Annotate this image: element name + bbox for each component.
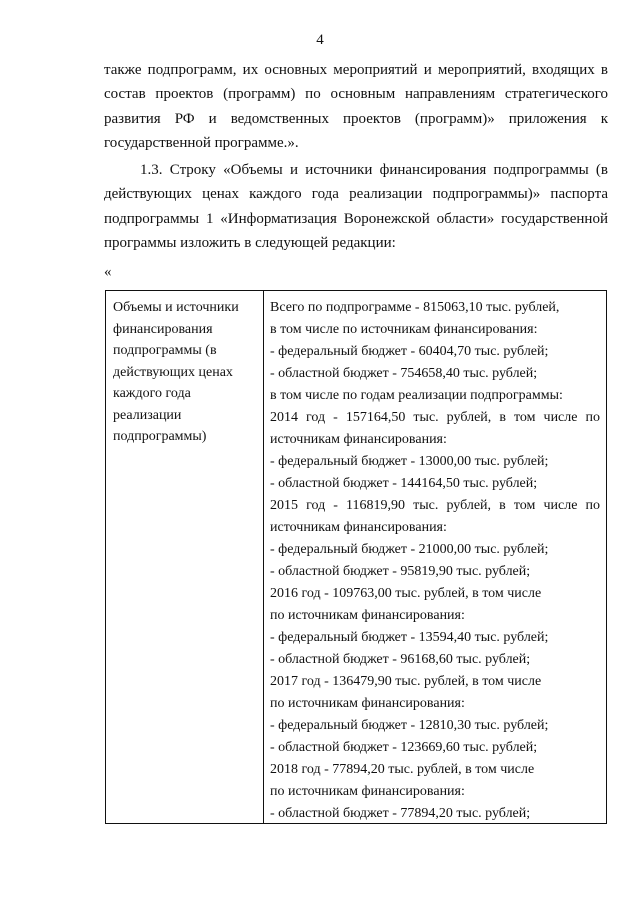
value-line: - областной бюджет - 96168,60 тыс. рублей;	[270, 652, 531, 667]
value-line: - федеральный бюджет - 12810,30 тыс. рублей;	[270, 718, 549, 733]
value-line: 2016 год - 109763,00 тыс. рублей, в том числе	[270, 586, 542, 601]
value-line: в том числе по источникам финансирования:	[270, 322, 538, 337]
text-line: действующих ценах каждого года реализации подпрограммы)» паспорта	[104, 186, 608, 203]
value-line: источникам финансирования:	[270, 520, 447, 535]
intro-paragraph	[104, 58, 608, 156]
table-value-cell	[264, 291, 606, 823]
opening-quote: «	[104, 264, 112, 280]
value-line: 2014 год - 157164,50 тыс. рублей, в том числе по	[270, 410, 600, 425]
text-line: 1.3. Строку «Объемы и источники финансирования подпрограммы (в	[140, 162, 608, 178]
value-line: в том числе по годам реализации подпрограммы:	[270, 388, 563, 403]
text-line: государственной программе.».	[104, 135, 299, 152]
value-line: 2017 год - 136479,90 тыс. рублей, в том числе	[270, 674, 542, 689]
text-line: также подпрограмм, их основных мероприятий и мероприятий, входящих в	[104, 62, 608, 78]
label-line: реализации	[113, 407, 182, 423]
table-label-cell	[106, 291, 264, 823]
value-line: - областной бюджет - 123669,60 тыс. рублей;	[270, 740, 538, 755]
value-line: 2018 год - 77894,20 тыс. рублей, в том числе	[270, 762, 535, 777]
value-line: - федеральный бюджет - 21000,00 тыс. рублей;	[270, 542, 549, 557]
value-line: - федеральный бюджет - 13000,00 тыс. рублей;	[270, 454, 549, 469]
label-line: финансирования	[113, 321, 213, 337]
financing-table	[105, 290, 607, 824]
value-line: - федеральный бюджет - 13594,40 тыс. рублей;	[270, 630, 549, 645]
text-line: программы изложить в следующей редакции:	[104, 235, 396, 252]
text-line: состав проектов (программ) по основным направлениям стратегического	[104, 86, 608, 103]
value-line: - областной бюджет - 77894,20 тыс. рублей;	[270, 806, 531, 821]
label-line: подпрограммы)	[113, 429, 207, 444]
value-line: - областной бюджет - 144164,50 тыс. рублей;	[270, 476, 538, 491]
label-line: действующих ценах	[113, 364, 233, 380]
value-line: - областной бюджет - 95819,90 тыс. рублей;	[270, 564, 531, 579]
value-line: по источникам финансирования:	[270, 696, 465, 711]
value-line: 2015 год - 116819,90 тыс. рублей, в том числе по	[270, 498, 600, 513]
value-line: источникам финансирования:	[270, 432, 447, 447]
section-paragraph	[104, 158, 608, 256]
text-line: развития РФ и ведомственных проектов (программ)» приложения к	[104, 110, 608, 127]
value-line: по источникам финансирования:	[270, 608, 465, 623]
page-number: 4	[316, 32, 324, 48]
label-line: подпрограммы (в	[113, 343, 217, 358]
value-line: Всего по подпрограмме - 815063,10 тыс. рублей,	[270, 300, 560, 315]
value-line: по источникам финансирования:	[270, 784, 465, 799]
label-line: каждого года	[113, 386, 191, 401]
value-line: - федеральный бюджет - 60404,70 тыс. рублей;	[270, 344, 549, 359]
value-line: - областной бюджет - 754658,40 тыс. рублей;	[270, 366, 538, 381]
text-line: подпрограммы 1 «Информатизация Воронежской области» государственной	[104, 210, 608, 227]
label-line: Объемы и источники	[113, 300, 239, 315]
